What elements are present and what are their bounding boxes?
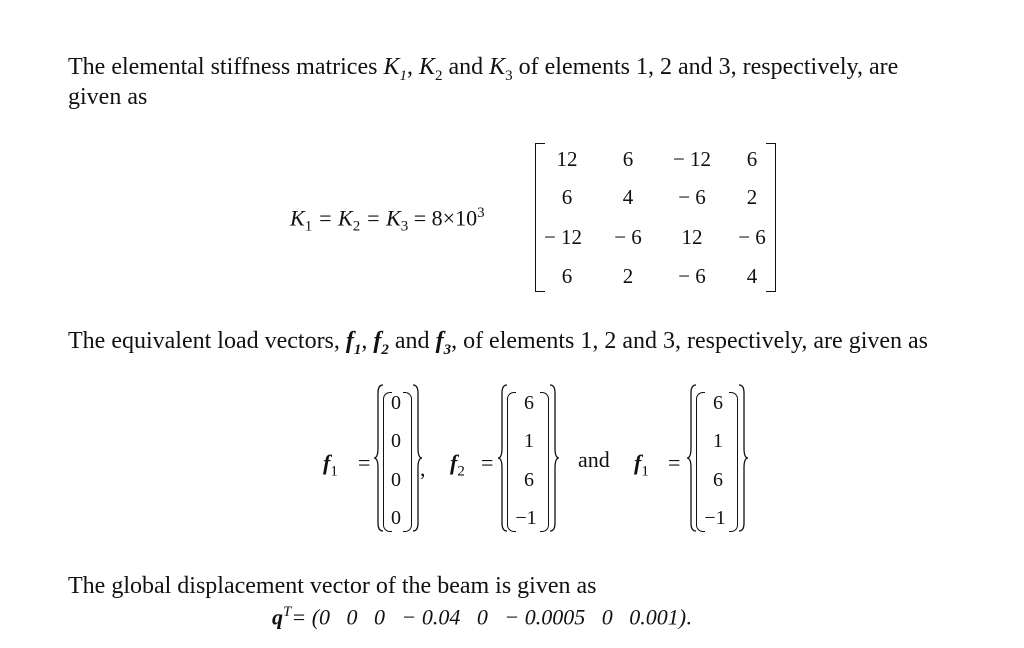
vector-separator: , (420, 456, 426, 481)
vector-entry: −1 (704, 507, 726, 529)
matrix-cell: 2 (746, 185, 758, 209)
intro-and: and (442, 54, 490, 80)
loads-intro (68, 326, 928, 365)
vector-entry: 0 (391, 507, 401, 529)
equals-sign: = (481, 450, 494, 475)
k1-symbol: K (383, 54, 400, 80)
vector-entry: 0 (391, 430, 401, 452)
matrix-cell: − 6 (614, 225, 642, 249)
k3-lhs-sub: 3 (400, 218, 409, 235)
vector-entry: 6 (524, 392, 534, 414)
matrix-cell: 2 (622, 264, 634, 288)
matrix-cell: 12 (556, 147, 578, 171)
matrix-cell: 12 (681, 225, 703, 249)
f1-label (323, 450, 338, 480)
f1-label-letter: f (323, 450, 331, 475)
matrix-cell: − 6 (738, 225, 766, 249)
vector-entry: 6 (524, 469, 534, 491)
loads-text-b: , of elements 1, 2 and 3, respectively, are given as (451, 328, 929, 354)
k1-subscript: 1 (399, 67, 407, 84)
matrix-cell: 6 (561, 264, 573, 288)
right-brace (549, 383, 559, 539)
equals-sign: = (668, 450, 681, 475)
right-brace (738, 383, 748, 539)
k3-subscript: 3 (505, 67, 513, 84)
matrix-cell: − 12 (672, 147, 712, 171)
f3-label (634, 450, 649, 480)
matrix-cell: 6 (622, 147, 634, 171)
matrix-cell: − 6 (678, 264, 706, 288)
k1-lhs: K (290, 205, 305, 231)
q-symbol: q (272, 604, 283, 630)
displacement-period: . (686, 604, 692, 630)
k2-subscript: 2 (434, 67, 443, 84)
stiffness-lhs (290, 205, 485, 236)
displacement-intro: The global displacement vector of the beam is given as (68, 573, 597, 599)
f1-symbol: f (345, 328, 354, 354)
loads-and: and (388, 328, 436, 354)
matrix-cell: 4 (746, 264, 758, 288)
intro-line-2: given as (68, 84, 148, 110)
vector-entry: −1 (515, 507, 537, 529)
k3-lhs: = K (360, 205, 401, 231)
f3-subscript: 3 (443, 341, 452, 358)
vector-entry: 6 (713, 392, 723, 414)
equals-sign: = (358, 450, 371, 475)
f2-subscript: 2 (381, 341, 389, 358)
stiffness-exponent: 3 (477, 205, 485, 221)
and-text: and (578, 447, 610, 472)
matrix-cell: − 6 (678, 185, 706, 209)
f3-symbol: f (435, 328, 444, 354)
f1-label-sub: 1 (330, 463, 338, 480)
vector-entry: 0 (391, 469, 401, 491)
displacement-values: = (0 0 0 − 0.04 0 − 0.0005 0 0.001) (291, 604, 687, 630)
stiffness-factor: = 8×10 (408, 205, 478, 231)
f1-subscript: 1 (353, 341, 362, 358)
matrix-cell: 4 (622, 185, 634, 209)
k2-symbol: K (418, 54, 435, 80)
k3-symbol: K (489, 54, 506, 80)
f2-label-sub: 2 (457, 463, 465, 480)
f3-label-sub: 1 (641, 463, 649, 480)
matrix-cell: 6 (746, 147, 758, 171)
f3-label-letter: f (634, 450, 642, 475)
k1-lhs-sub: 1 (304, 218, 313, 235)
vector-entry: 0 (391, 392, 401, 414)
intro-comma: , (406, 54, 419, 80)
k2-lhs: = K (312, 205, 353, 231)
f2-label-letter: f (450, 450, 458, 475)
loads-comma: , (361, 328, 374, 354)
q-transpose: T (283, 604, 292, 620)
matrix-cell: − 12 (543, 225, 583, 249)
f2-label (450, 450, 465, 480)
intro-line-1 (68, 52, 898, 91)
intro-text-b: of elements 1, 2 and 3, respectively, are (512, 54, 899, 80)
loads-text-a: The equivalent load vectors, (68, 328, 346, 354)
intro-text-a: The elemental stiffness matrices (68, 54, 384, 80)
displacement-equation (272, 604, 692, 630)
vector-entry: 6 (713, 469, 723, 491)
vector-entry: 1 (524, 430, 534, 452)
k2-lhs-sub: 2 (352, 218, 361, 235)
vector-entry: 1 (713, 430, 723, 452)
matrix-cell: 6 (561, 185, 573, 209)
f2-symbol: f (373, 328, 382, 354)
